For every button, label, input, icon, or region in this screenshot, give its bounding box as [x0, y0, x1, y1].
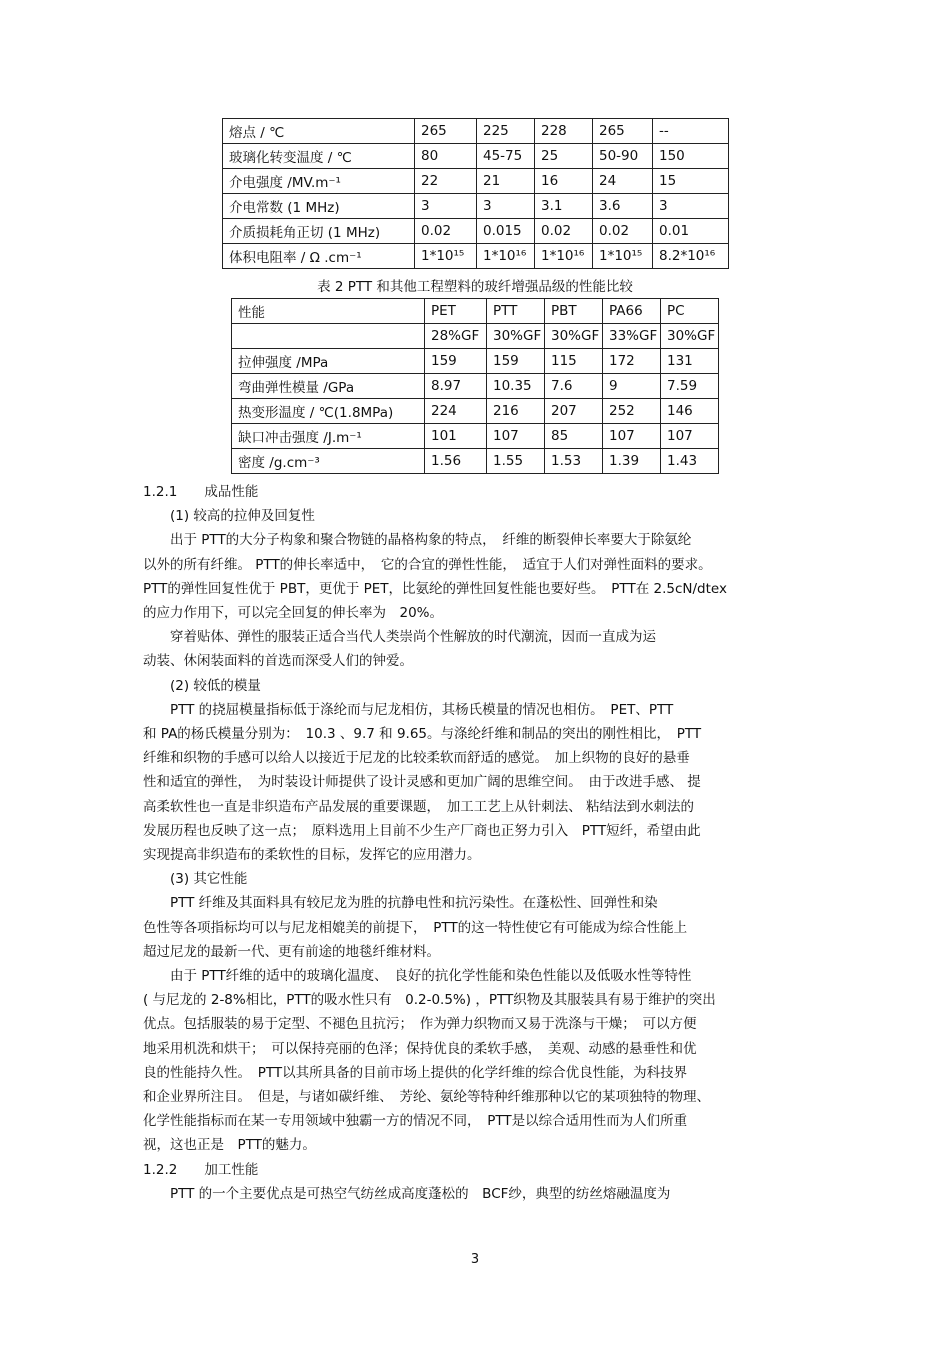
table-cell: 缺口冲击强度 /J.m⁻¹ [232, 424, 425, 449]
table-cell: 1.43 [661, 449, 719, 474]
text-line: 由于 PTT纤维的适中的玻璃化温度、 良好的抗化学性能和染色性能以及低吸水性等特性 [143, 968, 692, 984]
table-cell: 体积电阻率 / Ω .cm⁻¹ [223, 244, 415, 269]
table-row [223, 169, 729, 194]
table-cell: 21 [477, 169, 535, 194]
table-cell: 热变形温度 / ℃(1.8MPa) [232, 399, 425, 424]
table-row [232, 399, 719, 424]
table-cell: 拉伸强度 /MPa [232, 349, 425, 374]
table-cell: 9 [603, 374, 661, 399]
table-cell: 159 [425, 349, 487, 374]
text-line: 1.2.2 加工性能 [143, 1162, 259, 1178]
table-cell: 1*10¹⁵ [415, 244, 477, 269]
table-cell: 介电强度 /MV.m⁻¹ [223, 169, 415, 194]
table-cell: 150 [653, 144, 729, 169]
text-line: 超过尼龙的最新一代、更有前途的地毯纤维材料。 [143, 944, 440, 960]
table-cell: PTT [487, 299, 545, 324]
text-line: 优点。包括服装的易于定型、不褪色且抗污； 作为弹力织物而又易于洗涤与干燥； 可以方便 [143, 1016, 697, 1032]
table-cell: 30%GF [661, 324, 719, 349]
table-cell: 45-75 [477, 144, 535, 169]
table-row [232, 299, 719, 324]
text-line: 出于 PTT的大分子构象和聚合物链的晶格构象的特点， 纤维的断裂伸长率要大于除氨纶 [143, 532, 692, 548]
text-line: ( 与尼龙的 2-8%相比，PTT的吸水性只有 0.2-0.5%) ，PTT织物及其服装具有易于维护的突出 [143, 992, 716, 1008]
table-cell: PET [425, 299, 487, 324]
table-electrical-properties [222, 118, 729, 269]
table-cell: 0.015 [477, 219, 535, 244]
table-cell: 22 [415, 169, 477, 194]
text-line: 高柔软性也一直是非织造布产品发展的重要课题， 加工工艺上从针刺法、 粘结法到水刺法的 [143, 799, 695, 815]
text-line: 纤维和织物的手感可以给人以接近于尼龙的比较柔软而舒适的感觉。 加上织物的良好的悬垂 [143, 750, 690, 766]
table-cell: 1.53 [545, 449, 603, 474]
text-line: 色性等各项指标均可以与尼龙相媲美的前提下， PTT的这一特性使它有可能成为综合性能上 [143, 920, 688, 936]
table-cell: 密度 /g.cm⁻³ [232, 449, 425, 474]
table-cell: 玻璃化转变温度 / ℃ [223, 144, 415, 169]
text-line: 实现提高非织造布的柔软性的目标，发挥它的应用潜力。 [143, 847, 481, 863]
table-cell: 8.2*10¹⁶ [653, 244, 729, 269]
table-cell: 性能 [232, 299, 425, 324]
table-row [223, 194, 729, 219]
table-cell: 30%GF [487, 324, 545, 349]
table-cell: 85 [545, 424, 603, 449]
table-cell: 0.02 [593, 219, 653, 244]
table-row [223, 144, 729, 169]
table-row [232, 349, 719, 374]
table-cell: 介电常数 (1 MHz) [223, 194, 415, 219]
table-cell: 介质损耗角正切 (1 MHz) [223, 219, 415, 244]
table-cell: 3 [477, 194, 535, 219]
table-cell: 252 [603, 399, 661, 424]
table-cell: 0.02 [535, 219, 593, 244]
table-cell: 8.97 [425, 374, 487, 399]
text-line: 视，这也正是 PTT的魅力。 [143, 1137, 316, 1153]
table-cell: 1.55 [487, 449, 545, 474]
table-cell: 25 [535, 144, 593, 169]
table-cell: 216 [487, 399, 545, 424]
table-row [232, 374, 719, 399]
table-row [223, 219, 729, 244]
text-line: 性和适宜的弹性， 为时装设计师提供了设计灵感和更加广阔的思维空间。 由于改进手感、 提 [143, 774, 701, 790]
table-cell: 3 [653, 194, 729, 219]
table-cell: 7.6 [545, 374, 603, 399]
table-cell: 50-90 [593, 144, 653, 169]
table-cell: 1*10¹⁵ [593, 244, 653, 269]
text-line: 和 PA的杨氏模量分别为： 10.3 、9.7 和 9.65。与涤纶纤维和制品的突出的刚性相比， PTT [143, 726, 702, 742]
text-line: PTT的弹性回复性优于 PBT，更优于 PET，比氨纶的弹性回复性能也要好些。 PTT在 2.5cN/dtex [143, 581, 727, 597]
text-line: 发展历程也反映了这一点； 原料选用上目前不少生产厂商也正努力引入 PTT短纤，希望由此 [143, 823, 701, 839]
table-cell: 弯曲弹性模量 /GPa [232, 374, 425, 399]
table-cell: 10.35 [487, 374, 545, 399]
table-cell: PBT [545, 299, 603, 324]
text-line: 穿着贴体、弹性的服装正适合当代人类崇尚个性解放的时代潮流，因而一直成为运 [143, 629, 656, 645]
table-cell [232, 324, 425, 349]
table-cell: 80 [415, 144, 477, 169]
table-cell: 228 [535, 119, 593, 144]
table-cell: 熔点 / ℃ [223, 119, 415, 144]
table-cell: 33%GF [603, 324, 661, 349]
table-cell: PA66 [603, 299, 661, 324]
table-cell: 131 [661, 349, 719, 374]
table-cell: 1*10¹⁶ [535, 244, 593, 269]
table-cell: 28%GF [425, 324, 487, 349]
text-line: (3) 其它性能 [143, 871, 248, 887]
table-cell: 115 [545, 349, 603, 374]
table-cell: 107 [661, 424, 719, 449]
text-line: PTT 纤维及其面料具有较尼龙为胜的抗静电性和抗污染性。在蓬松性、回弹性和染 [143, 895, 658, 911]
table-cell: 172 [603, 349, 661, 374]
text-line: 以外的所有纤维。 PTT的伸长率适中， 它的合宜的弹性性能， 适宜于人们对弹性面料的要求。 [143, 557, 712, 573]
table-cell: 101 [425, 424, 487, 449]
text-line: (1) 较高的拉伸及回复性 [143, 508, 315, 524]
table-row [232, 449, 719, 474]
text-line: (2) 较低的模量 [143, 678, 261, 694]
table-cell: 0.01 [653, 219, 729, 244]
text-line: 和企业界所注目。 但是，与诸如碳纤维、 芳纶、氨纶等特种纤维那种以它的某项独特的物理、 [143, 1089, 710, 1105]
table-cell: 107 [603, 424, 661, 449]
table-cell: 3.1 [535, 194, 593, 219]
table-cell: 0.02 [415, 219, 477, 244]
table-cell: 16 [535, 169, 593, 194]
table-cell: 265 [415, 119, 477, 144]
table-cell: PC [661, 299, 719, 324]
table-row [223, 244, 729, 269]
text-line: 地采用机洗和烘干； 可以保持亮丽的色泽；保持优良的柔软手感， 美观、动感的悬垂性和优 [143, 1041, 697, 1057]
table-row [223, 119, 729, 144]
table-cell: 146 [661, 399, 719, 424]
table-cell: 24 [593, 169, 653, 194]
table-cell: 7.59 [661, 374, 719, 399]
page-number: 3 [470, 1252, 480, 1267]
table-cell: 3.6 [593, 194, 653, 219]
table-cell: 159 [487, 349, 545, 374]
table-cell: 3 [415, 194, 477, 219]
table-row [232, 324, 719, 349]
text-line: 良的性能持久性。 PTT以其所具备的目前市场上提供的化学纤维的综合优良性能，为科技界 [143, 1065, 688, 1081]
table-cell: 207 [545, 399, 603, 424]
table-cell: 1.56 [425, 449, 487, 474]
text-line: 化学性能指标而在某一专用领域中独霸一方的情况不同， PTT是以综合适用性而为人们所重 [143, 1113, 688, 1129]
table-cell: 1*10¹⁶ [477, 244, 535, 269]
table-cell: 1.39 [603, 449, 661, 474]
text-line: PTT 的一个主要优点是可热空气纺丝成高度蓬松的 BCF纱，典型的纺丝熔融温度为 [143, 1186, 671, 1202]
table-row [232, 424, 719, 449]
table-caption: 表 2 PTT 和其他工程塑料的玻纤增强品级的性能比较 [317, 279, 633, 295]
table-cell: 15 [653, 169, 729, 194]
text-line: PTT 的挠屈模量指标低于涤纶而与尼龙相仿，其杨氏模量的情况也相仿。 PET、PTT [143, 702, 674, 718]
table-cell: 265 [593, 119, 653, 144]
table-cell: 225 [477, 119, 535, 144]
table-cell: 224 [425, 399, 487, 424]
table-glass-fiber-comparison [231, 298, 719, 474]
text-line: 1.2.1 成品性能 [143, 484, 259, 500]
table-cell: 30%GF [545, 324, 603, 349]
text-line: 的应力作用下，可以完全回复的伸长率为 20%。 [143, 605, 444, 621]
table-cell: 107 [487, 424, 545, 449]
text-line: 动装、休闲装面料的首选而深受人们的钟爱。 [143, 653, 413, 669]
table-cell: -- [653, 119, 729, 144]
